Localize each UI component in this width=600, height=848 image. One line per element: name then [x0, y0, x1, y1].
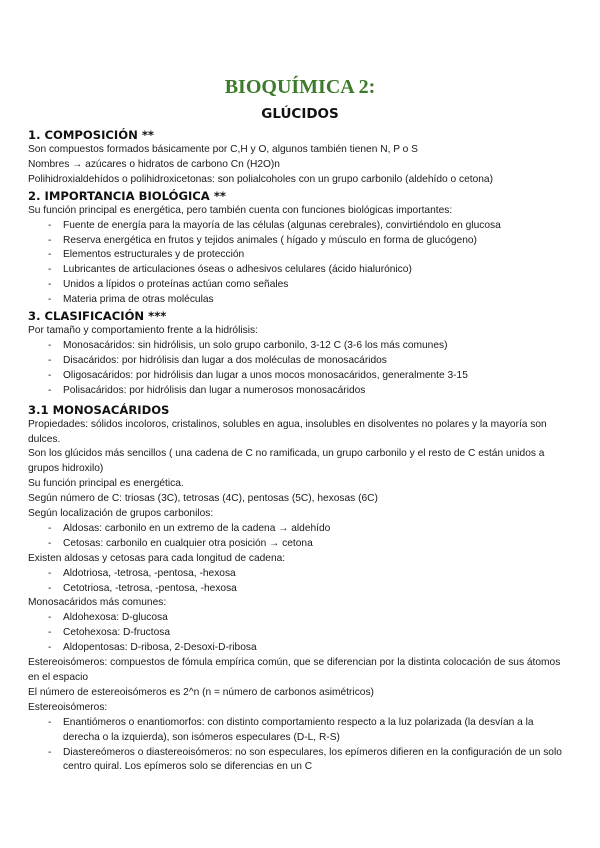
list-item: - Elementos estructurales y de protección — [48, 248, 572, 263]
stereoisomer-list — [28, 716, 572, 776]
paragraph: Existen aldosas y cetosas para cada longitud de cadena: — [28, 552, 286, 564]
paragraph: Monosacáridos más comunes: — [28, 597, 167, 609]
section-heading-monosacaridos: 3.1 MONOSACÁRIDOS — [28, 402, 170, 417]
paragraph: Su función principal es energética. — [28, 478, 184, 490]
list-item: - Aldosas: carbonilo en un extremo de la cadena → aldehído — [48, 522, 572, 537]
paragraph: Según localización de grupos carbonilos: — [28, 508, 214, 520]
list-item: - Aldohexosa: D-glucosa — [48, 611, 572, 626]
list-item: - Oligosacáridos: por hidrólisis dan lugar a unos mocos monosacáridos, generalmente 3-15 — [48, 369, 572, 384]
paragraph: Estereoisómeros: compuestos de fómula empírica común, que se diferencian por la distinta colocación de sus átomos en el espacio — [28, 657, 561, 683]
classification-list — [28, 339, 572, 399]
list-item: - Cetohexosa: D-fructosa — [48, 626, 572, 641]
paragraph: El número de estereoisómeros es 2^n (n = número de carbonos asimétricos) — [28, 686, 374, 698]
paragraph: Propiedades: sólidos incoloros, cristalinos, solubles en agua, insolubles en disolventes no polares y la mayoría son dulces. — [28, 418, 547, 445]
paragraph: Por tamaño y comportamiento frente a la hidrólisis: — [28, 325, 258, 337]
list-item: - Reserva energética en frutos y tejidos animales ( hígado y músculo en forma de glucógeno) — [48, 234, 572, 249]
function-list — [28, 219, 572, 308]
list-item: - Disacáridos: por hidrólisis dan lugar a dos moléculas de monosacáridos — [48, 354, 572, 369]
paragraph: Polihidroxialdehídos o polihidroxicetonas: son polialcoholes con un grupo carbonilo (aldehído o cetona) — [28, 173, 493, 185]
paragraph: Su función principal es energética, pero también cuenta con funciones biológicas importantes: — [28, 204, 453, 216]
page-title: BIOQUÍMICA 2: — [224, 76, 376, 98]
list-item: - Cetotriosa, -tetrosa, -pentosa, -hexosa — [48, 582, 572, 597]
list-item: - Aldotriosa, -tetrosa, -pentosa, -hexosa — [48, 567, 572, 582]
list-item: - Polisacáridos: por hidrólisis dan lugar a numerosos monosacáridos — [48, 384, 572, 399]
page-subtitle: GLÚCIDOS — [261, 106, 339, 122]
list-item: - Fuente de energía para la mayoría de las células (algunas cerebrales), convirtiéndolo en glucosa — [48, 219, 572, 234]
list-item: - Enantiómeros o enantiomorfos: con distinto comportamiento respecto a la luz polarizada (la desvían a la derecha o la izquierda), son isómeros especulares (D-L, R-S) — [48, 716, 572, 746]
paragraph: Son compuestos formados básicamente por C,H y O, algunos también tienen N, P o S — [28, 144, 418, 155]
paragraph: Estereoisómeros: — [28, 701, 108, 713]
list-item: - Aldopentosas: D-ribosa, 2-Desoxi-D-ribosa — [48, 641, 572, 656]
paragraph: Nombres → azúcares o hidratos de carbono Cn (H2O)n — [28, 158, 280, 170]
list-item: - Lubricantes de articulaciones óseas o adhesivos celulares (ácido hialurónico) — [48, 263, 572, 278]
list-item: - Cetosas: carbonilo en cualquier otra posición → cetona — [48, 537, 572, 552]
list-item: - Monosacáridos: sin hidrólisis, un solo grupo carbonilo, 3-12 C (3-6 los más comunes) — [48, 339, 572, 354]
section-heading-importancia: 2. IMPORTANCIA BIOLÓGICA ** — [28, 188, 226, 203]
paragraph: Según número de C: triosas (3C), tetrosas (4C), pentosas (5C), hexosas (6C) — [28, 493, 378, 505]
carbonyl-list — [28, 522, 572, 552]
list-item: - Diastereómeros o diastereoisómeros: no son especulares, los epímeros difieren en la configuración de un solo centro quiral. Los epímeros solo se diferencias en un C — [48, 746, 572, 776]
list-item: - Materia prima de otras moléculas — [48, 293, 572, 308]
list-item: - Unidos a lípidos o proteínas actúan como señales — [48, 278, 572, 293]
common-monosaccharides-list — [28, 611, 572, 656]
section-heading-composicion: 1. COMPOSICIÓN ** — [28, 128, 154, 142]
paragraph: Son los glúcidos más sencillos ( una cadena de C no ramificada, un grupo carbonilo y el resto de C están unidos a grupos hidroxilo) — [28, 448, 545, 475]
section-heading-clasificacion: 3. CLASIFICACIÓN *** — [28, 309, 167, 324]
chain-length-list — [28, 567, 572, 597]
